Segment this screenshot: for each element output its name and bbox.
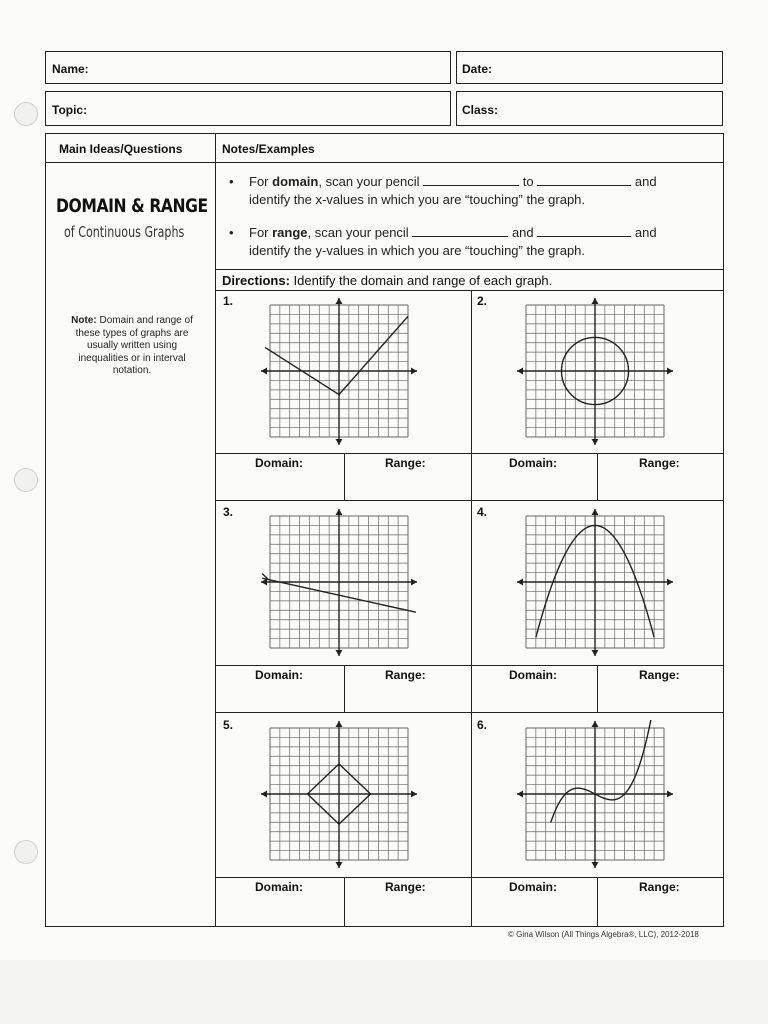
axis-arrow [336,509,343,515]
class-field[interactable] [456,91,723,126]
bullet-range [229,224,234,242]
class-label: Class: [462,103,499,117]
axis-arrow [592,439,599,445]
axis-arrow [592,862,599,868]
fill-blank[interactable] [423,174,519,186]
bullet-text: , scan your pencil [307,225,409,240]
table-divider [597,665,598,712]
bullet-text: and [511,225,534,240]
bullet-bold: range [272,225,308,240]
bullet-text: For [249,174,273,189]
worksheet-subtitle: of Continuous Graphs [64,223,185,241]
domain-label: Domain: [255,668,303,682]
axis-arrow [336,439,343,445]
bullet-bold: domain [272,174,319,189]
domain-label: Domain: [509,456,557,470]
binder-hole [14,102,38,126]
binder-hole [14,468,38,492]
graph-curve [265,316,408,394]
axis-arrow [336,721,343,727]
axis-arrow [667,791,673,798]
date-label: Date: [462,62,493,76]
range-label: Range: [385,668,426,682]
axis-arrow [667,579,673,586]
domain-label: Domain: [509,668,557,682]
axis-arrow [411,791,417,798]
graph-1-abs-value [258,297,420,447]
column-header-main-ideas: Main Ideas/Questions [59,142,183,156]
axis-arrow [336,298,343,304]
bullet-text: For [249,225,273,240]
problem-number: 2. [477,294,488,308]
table-divider [215,712,724,713]
table-divider [215,877,724,878]
axis-arrow [592,298,599,304]
table-divider [597,453,598,500]
axis-arrow [261,368,267,375]
axis-arrow [517,791,523,798]
range-label: Range: [639,668,680,682]
fill-blank[interactable] [537,174,631,186]
bullet-domain [229,173,234,191]
range-label: Range: [639,456,680,470]
axis-arrow [592,650,599,656]
copyright-footer: © Gina Wilson (All Things Algebra®, LLC), 2012-2018 [508,930,699,939]
table-divider [215,500,724,501]
name-label: Name: [52,62,89,76]
axis-arrow [517,368,523,375]
column-header-notes: Notes/Examples [222,142,315,156]
date-field[interactable] [456,51,723,84]
graph-2-circle [514,297,676,447]
bullet-dot: • [229,174,234,189]
problem-number: 6. [477,718,488,732]
bullet-text: and [634,174,657,189]
domain-label: Domain: [255,880,303,894]
graph-6-cubic [514,720,676,870]
worksheet-title: DOMAIN & RANGE [56,195,208,217]
bullet-text: and [634,225,657,240]
axis-arrow [517,579,523,586]
fill-blank[interactable] [412,225,508,237]
bullet-text: , scan your pencil [318,174,420,189]
table-divider [45,162,724,163]
axis-arrow [667,368,673,375]
table-divider [471,290,472,927]
domain-label: Domain: [509,880,557,894]
problem-number: 3. [223,505,234,519]
bullet-range-text [249,224,689,260]
bullet-text: identify the x-values in which you are “touching” the graph. [249,192,586,207]
bullet-text: identify the y-values in which you are “touching” the graph. [249,243,586,258]
table-divider [597,877,598,927]
topic-field[interactable] [45,91,451,126]
problem-number: 1. [223,294,234,308]
bullet-dot: • [229,225,234,240]
range-label: Range: [385,456,426,470]
axis-arrow [592,509,599,515]
table-divider [215,290,724,291]
axis-arrow [336,650,343,656]
axis-arrow [336,862,343,868]
directions-text: Identify the domain and range of each graph. [293,273,553,288]
graph-4-parabola [514,508,676,658]
note-label: Note: [71,315,97,326]
bullet-text: to [522,174,534,189]
fill-blank[interactable] [537,225,631,237]
table-divider [344,877,345,927]
axis-arrow [411,368,417,375]
graph-5-diamond [258,720,420,870]
note-body: Domain and range of these types of graphs are usually written using inequalities or in interval notation. [75,315,193,376]
table-divider [215,269,724,270]
range-label: Range: [639,880,680,894]
problem-number: 4. [477,505,488,519]
axis-arrow [261,791,267,798]
table-divider [215,133,216,927]
domain-label: Domain: [255,456,303,470]
table-divider [344,453,345,500]
name-field[interactable] [45,51,451,84]
binder-hole [14,840,38,864]
topic-label: Topic: [52,103,88,117]
graph-3-line [258,508,420,658]
note-text [62,315,202,378]
table-divider [215,453,724,454]
graph-curve [551,720,655,823]
table-divider [215,665,724,666]
problem-number: 5. [223,718,234,732]
directions-label: Directions: [222,273,290,288]
axis-arrow [592,721,599,727]
bullet-domain-text [249,173,689,209]
directions [222,273,552,288]
range-label: Range: [385,880,426,894]
axis-arrow [411,579,417,586]
table-divider [344,665,345,712]
